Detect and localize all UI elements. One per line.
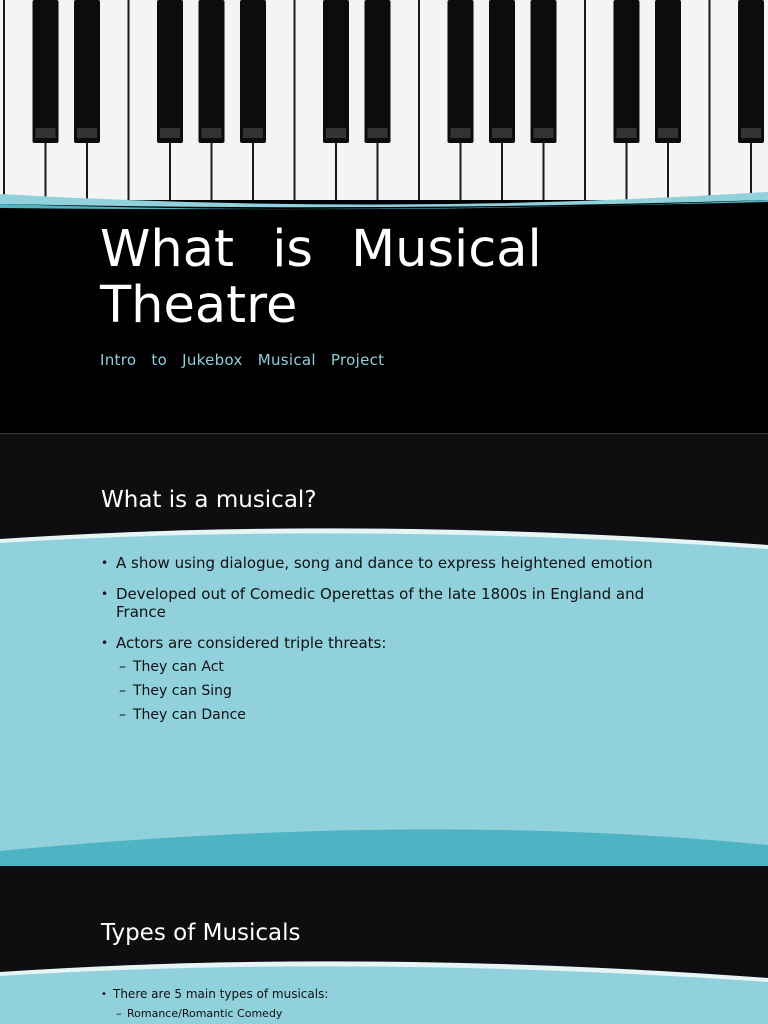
- piano-keys-image: [0, 0, 768, 200]
- sub-bullet-list: [113, 1007, 661, 1021]
- bullet-list: [101, 987, 661, 1021]
- bullet-item: [101, 634, 661, 724]
- content-slide-musical: [0, 433, 768, 866]
- sub-bullet-item: – They can Act: [116, 658, 661, 676]
- title-slide: [0, 0, 768, 432]
- accent-wave: [0, 190, 768, 224]
- sub-bullet-item: – Romance/Romantic Comedy: [113, 1007, 661, 1021]
- slide-title: What is a musical?: [101, 487, 317, 513]
- bullet-item: • Developed out of Comedic Operettas of the late 1800s in England and France: [101, 585, 661, 621]
- bullet-list: [101, 554, 661, 737]
- slide-subtitle: Intro to Jukebox Musical Project: [100, 351, 385, 369]
- sub-bullet-item: – They can Dance: [116, 706, 661, 724]
- content-slide-types: [0, 866, 768, 1024]
- bullet-item: • A show using dialogue, song and dance to express heightened emotion: [101, 554, 661, 572]
- bullet-text: There are 5 main types of musicals:: [113, 987, 329, 1001]
- sub-bullet-list: [116, 658, 661, 724]
- slide-title: Types of Musicals: [101, 920, 301, 946]
- slide-title: What is Musical Theatre: [100, 220, 542, 335]
- bullet-item: [101, 987, 661, 1021]
- bullet-text: Actors are considered triple threats:: [116, 634, 387, 652]
- sub-bullet-item: – They can Sing: [116, 682, 661, 700]
